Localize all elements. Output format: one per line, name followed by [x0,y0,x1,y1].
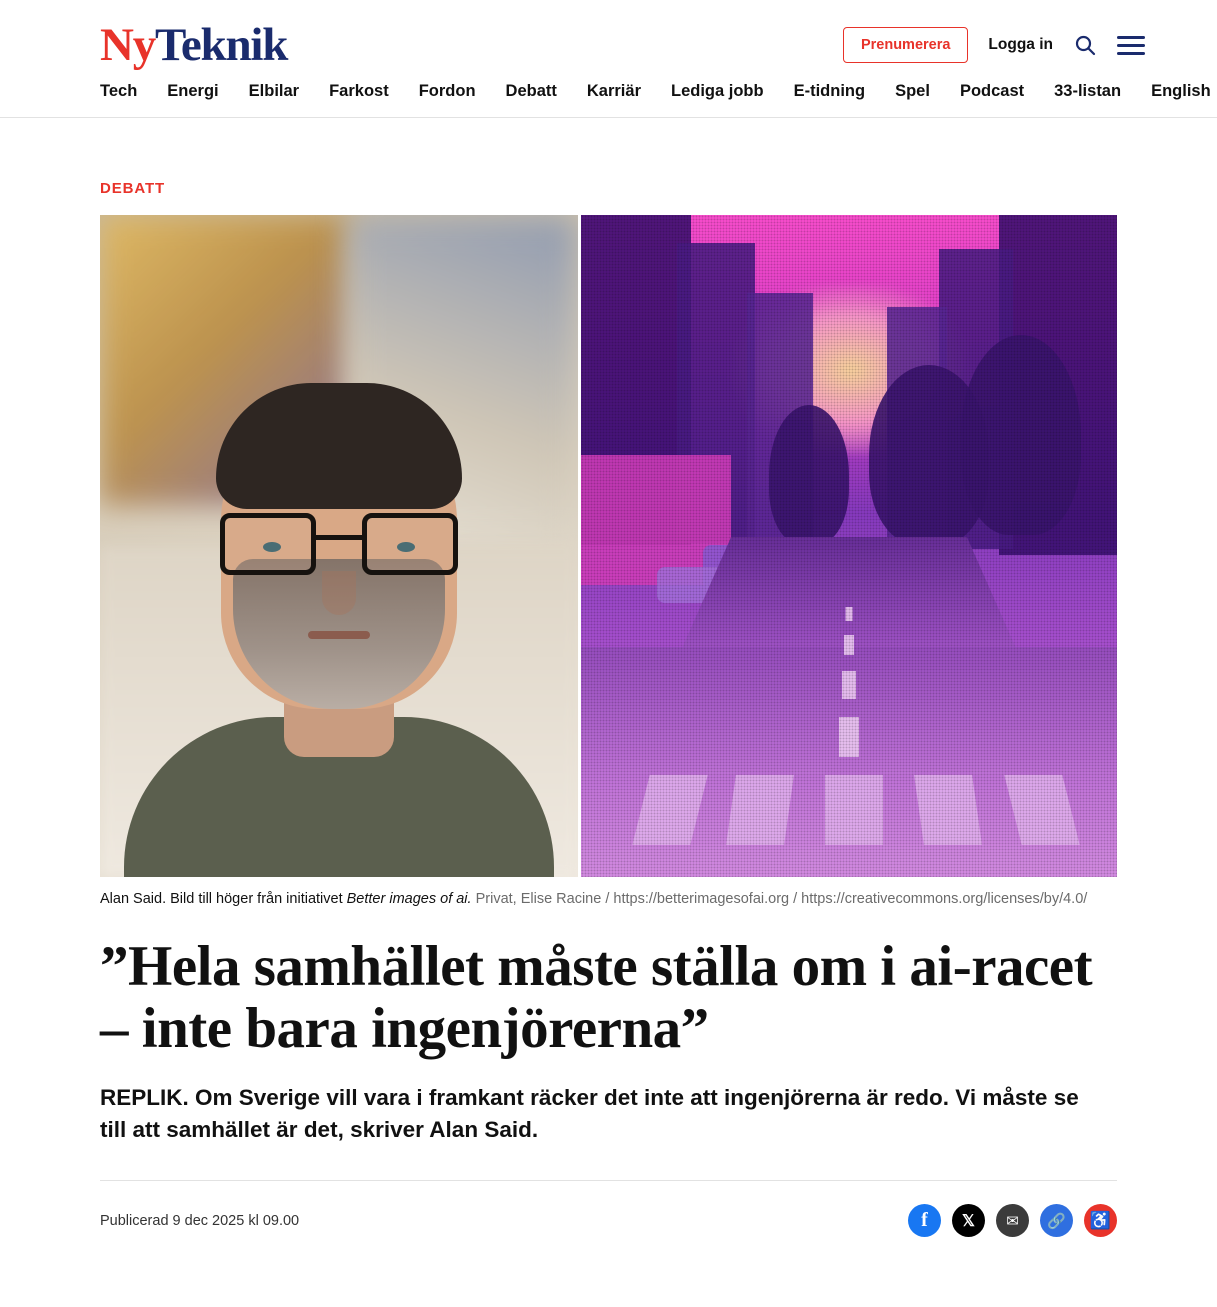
crosswalk-stripe-4 [914,775,982,845]
figure-caption [100,889,1117,910]
site-logo[interactable] [100,18,288,71]
nav-item-english[interactable]: English [1151,82,1211,100]
x-twitter-icon[interactable]: 𝕏 [952,1204,985,1237]
accessibility-icon[interactable]: ♿ [1084,1204,1117,1237]
caption-credit: Privat, Elise Racine / https://betterimagesofai.org / https://creativecommons.org/licenses/by/4.0/ [475,891,1088,907]
main-navigation [0,76,1217,117]
road-dash-3 [842,671,856,699]
nav-item-fordon[interactable]: Fordon [418,82,476,100]
caption-text: Alan Said. Bild till höger från initiativet [100,891,347,907]
nav-item-debatt[interactable]: Debatt [505,82,557,100]
article-preamble: REPLIK. Om Sverige vill vara i framkant räcker det inte att ingenjörerna är redo. Vi måste se till att samhället är det, skriver Alan Said. [100,1085,1079,1143]
hamburger-lines [1117,36,1145,55]
glasses-lens-right [362,513,458,575]
eye-left [263,542,281,552]
nav-item-elbilar[interactable]: Elbilar [248,82,300,100]
header-top-bar [0,14,1217,76]
login-button[interactable]: Logga in [988,36,1053,53]
eye-right [397,542,415,552]
hair-shape [216,383,462,509]
glasses-lens-left [220,513,316,575]
nav-item-farkost[interactable]: Farkost [329,82,389,100]
article-kicker[interactable]: DEBATT [100,180,166,197]
nav-item-tech[interactable]: Tech [100,82,138,100]
facebook-icon[interactable]: f [908,1204,941,1237]
nav-item-33-listan[interactable]: 33-listan [1054,82,1122,100]
figure-images [100,215,1117,877]
crosswalk-stripe-2 [726,775,794,845]
logo-text-first: Ny [100,18,156,71]
nose-shape [322,571,356,615]
portrait-image [100,215,578,877]
nav-item-energi[interactable]: Energi [167,82,219,100]
road-dash-2 [844,635,854,655]
nav-item-e-tidning[interactable]: E-tidning [793,82,866,100]
glasses-shape [220,513,458,577]
hamburger-icon[interactable] [1117,36,1145,55]
site-header [0,0,1217,118]
ai-street-image [581,215,1117,877]
page-title: ”Hela samhället måste ställa om i ai-racet – inte bara ingenjörerna” [100,935,1093,1061]
article-figure [100,215,1117,910]
logo-text-second: Teknik [155,18,288,71]
nav-item-podcast[interactable]: Podcast [959,82,1025,100]
glasses-bridge [316,535,362,540]
road-dash-1 [846,607,853,621]
nav-item-karriar[interactable]: Karriär [586,82,641,100]
caption-emphasis: Better images of ai. [346,891,472,907]
crosswalk-stripe-3 [825,775,883,845]
mouth-shape [308,631,370,639]
tree-left-1 [769,405,849,545]
nav-item-spel[interactable]: Spel [895,82,930,100]
mail-icon[interactable]: ✉ [996,1204,1029,1237]
header-actions [843,27,1145,63]
search-icon[interactable] [1073,33,1097,57]
article-meta-row [100,1180,1117,1244]
article [0,180,1217,1244]
nav-item-lediga-jobb[interactable]: Lediga jobb [671,82,764,100]
copy-link-icon[interactable]: 🔗 [1040,1204,1073,1237]
portrait-subject [124,337,554,877]
publish-date: Publicerad 9 dec 2025 kl 09.00 [100,1212,300,1229]
subscribe-button[interactable]: Prenumerera [843,27,968,63]
road-dash-4 [839,717,859,757]
share-buttons [908,1204,1117,1237]
tree-right-2 [961,335,1081,535]
